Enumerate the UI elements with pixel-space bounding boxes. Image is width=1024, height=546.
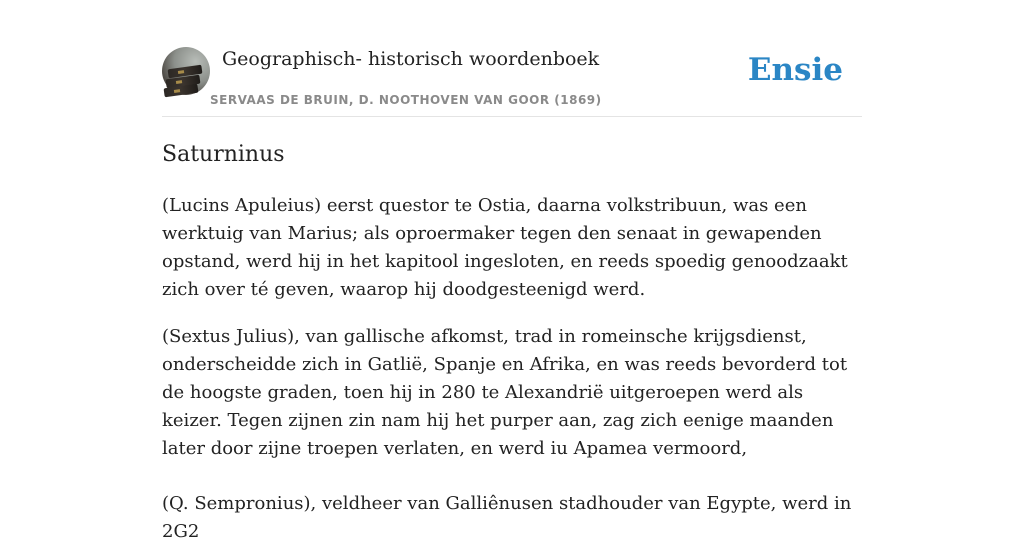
entry-content — [162, 140, 862, 546]
entry-title: Saturninus — [162, 142, 285, 167]
book-title-link[interactable]: Geographisch- historisch woordenboek — [222, 48, 600, 70]
book-cover-avatar[interactable] — [162, 47, 210, 95]
book-authors: SERVAAS DE BRUIN, D. NOOTHOVEN VAN GOOR (1869) — [210, 93, 602, 107]
entry-paragraph: (Sextus Julius), van gallische afkomst, trad in romeinsche krijgsdienst, onderscheidde zich in Gatlië, Spanje en Afrika, en was reeds bevorderd tot de hoogste graden, toen hij in 280 te Alexandrië uitgeroepen werd als keizer. Tegen zijnen zin nam hij het purper aan, zag zich eenige maanden later door zijne troepen verlaten, en werd iu Apamea vermoord, — [162, 326, 848, 459]
book-header — [162, 46, 862, 117]
ensie-logo-link[interactable]: Ensie — [747, 52, 843, 88]
entry-paragraph: (Q. Sempronius), veldheer van Galliênusen stadhouder van Egypte, werd in 2G2 — [162, 493, 852, 542]
entry-paragraph: (Lucins Apuleius) eerst questor te Ostia, daarna volkstribuun, was een werktuig van Marius; als oproermaker tegen den senaat in gewapenden opstand, werd hij in het kapitool ingesloten, en reeds spoedig genoodzaakt zich over té geven, waarop hij doodgesteenigd werd. — [162, 195, 848, 300]
